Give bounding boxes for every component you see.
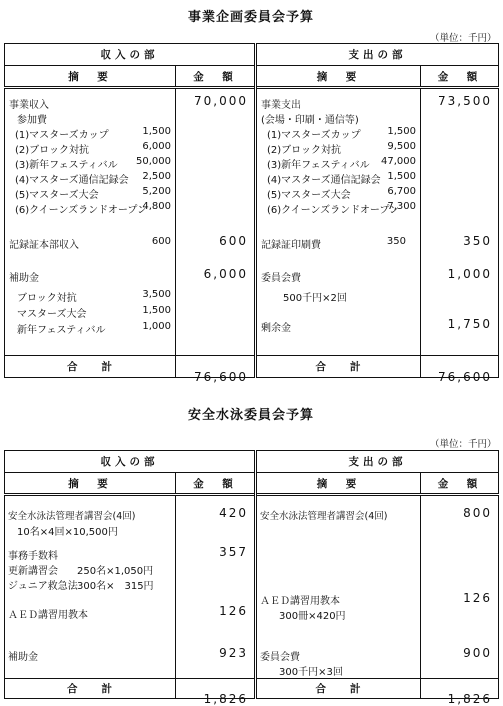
budget1-unit: （単位：千円） bbox=[430, 33, 497, 44]
expense-item-value: 9,500 bbox=[387, 141, 416, 152]
budget2-unit: （単位：千円） bbox=[430, 439, 497, 450]
income-hojo-item-label: 新年フェスティバル bbox=[17, 325, 106, 336]
income-kiroku-amount: 600 bbox=[219, 234, 248, 248]
income-hojo-amount: 6,000 bbox=[203, 267, 248, 281]
income-hojo-item-label: ブロック対抗 bbox=[17, 293, 77, 304]
income-hojo-item-value: 1,000 bbox=[142, 321, 171, 332]
income-kosyu-amount: 420 bbox=[219, 506, 248, 520]
income-junior-label: ジュニア救急法 bbox=[8, 581, 78, 592]
income-hojo-label: 補助金 bbox=[8, 652, 38, 663]
income-header: 収入の部 bbox=[5, 44, 256, 66]
income-aed-label: ＡＥＤ講習用教本 bbox=[8, 610, 88, 621]
expense-zan-amount: 1,750 bbox=[447, 317, 492, 331]
expense-aed-label: ＡＥＤ講習用教本 bbox=[260, 596, 340, 607]
col-summary-expense: 摘 要 bbox=[256, 473, 421, 495]
expense-total: 1,826 bbox=[447, 691, 492, 706]
income-item-value: 4,800 bbox=[142, 201, 171, 212]
expense-item-value: 1,500 bbox=[387, 126, 416, 137]
income-item-value: 50,000 bbox=[136, 156, 171, 167]
expense-item-label: (5)マスターズ大会 bbox=[267, 190, 351, 201]
expense-iin-amount: 1,000 bbox=[447, 267, 492, 281]
expense-item-label: (1)マスターズカップ bbox=[267, 130, 361, 141]
income-item-label: (5)マスターズ大会 bbox=[15, 190, 99, 201]
budget1-table bbox=[4, 43, 499, 384]
col-amount-income: 金 額 bbox=[176, 473, 256, 495]
income-item-label: (1)マスターズカップ bbox=[15, 130, 109, 141]
income-kosyu-label: 安全水泳法管理者講習会(4回) bbox=[8, 511, 136, 522]
income-kosyu-detail: 10名×4回×10,500円 bbox=[17, 527, 118, 538]
income-junior-detail: 300名× 315円 bbox=[77, 581, 154, 592]
expense-kosyu-label: 安全水泳法管理者講習会(4回) bbox=[260, 511, 388, 522]
income-hojo-amount: 923 bbox=[219, 646, 248, 660]
expense-kiroku-amount: 350 bbox=[463, 234, 492, 248]
expense-item-label: (4)マスターズ通信記録会 bbox=[267, 175, 381, 186]
income-hojo-item-value: 1,500 bbox=[142, 305, 171, 316]
income-total: 1,826 bbox=[203, 691, 248, 706]
col-amount-income: 金 額 bbox=[176, 66, 256, 88]
expense-kosyu-amount: 800 bbox=[463, 506, 492, 520]
expense-item-label: (2)ブロック対抗 bbox=[267, 145, 341, 156]
expense-kiroku-value: 350 bbox=[386, 236, 406, 247]
income-hojo-label: 補助金 bbox=[9, 273, 39, 284]
income-header: 収入の部 bbox=[5, 451, 256, 473]
expense-jigyo-amount: 73,500 bbox=[438, 94, 492, 108]
income-item-value: 1,500 bbox=[142, 126, 171, 137]
income-aed-amount: 126 bbox=[219, 604, 248, 618]
col-amount-expense: 金 額 bbox=[421, 66, 499, 88]
col-summary-income: 摘 要 bbox=[5, 473, 176, 495]
expense-iin-amount: 900 bbox=[463, 646, 492, 660]
expense-iin-label: 委員会費 bbox=[260, 652, 300, 663]
expense-zan-label: 剰余金 bbox=[261, 323, 291, 334]
col-summary-income: 摘 要 bbox=[5, 66, 176, 88]
expense-item-label: (6)クイーンズランドオープン bbox=[267, 205, 399, 216]
expense-aed-detail: 300冊×420円 bbox=[279, 611, 346, 622]
expense-header: 支出の部 bbox=[256, 451, 499, 473]
income-sanka-label: 参加費 bbox=[17, 115, 47, 126]
income-hojo-item-label: マスターズ大会 bbox=[17, 309, 87, 320]
income-tesu-amount: 357 bbox=[219, 545, 248, 559]
income-item-label: (3)新年フェスティバル bbox=[15, 160, 118, 171]
expense-header: 支出の部 bbox=[256, 44, 499, 66]
expense-jigyo-sub: (会場・印刷・通信等) bbox=[261, 115, 359, 126]
income-koshin-label: 更新講習会 bbox=[8, 566, 58, 577]
expense-jigyo-label: 事業支出 bbox=[261, 100, 301, 111]
budget2-title: 安全水泳委員会予算 bbox=[188, 408, 315, 423]
budget2-table bbox=[4, 450, 499, 706]
income-item-value: 2,500 bbox=[142, 171, 171, 182]
income-item-value: 5,200 bbox=[142, 186, 171, 197]
income-total-label: 合 計 bbox=[5, 679, 176, 699]
expense-item-value: 1,500 bbox=[387, 171, 416, 182]
budget1-title: 事業企画委員会予算 bbox=[188, 10, 315, 25]
expense-total-label: 合 計 bbox=[256, 679, 421, 699]
income-total-label: 合 計 bbox=[5, 356, 176, 378]
income-item-value: 6,000 bbox=[142, 141, 171, 152]
income-kiroku-label: 記録証本部収入 bbox=[9, 240, 79, 251]
income-koshin-detail: 250名×1,050円 bbox=[77, 566, 154, 577]
expense-iin-label: 委員会費 bbox=[261, 273, 301, 284]
expense-item-value: 6,700 bbox=[387, 186, 416, 197]
expense-item-label: (3)新年フェスティバル bbox=[267, 160, 370, 171]
col-amount-expense: 金 額 bbox=[421, 473, 499, 495]
expense-item-value: 7,300 bbox=[387, 201, 416, 212]
col-summary-expense: 摘 要 bbox=[256, 66, 421, 88]
income-item-label: (4)マスターズ通信記録会 bbox=[15, 175, 129, 186]
expense-kiroku-label: 記録証印刷費 bbox=[261, 240, 321, 251]
expense-item-value: 47,000 bbox=[381, 156, 416, 167]
income-jigyo-amount: 70,000 bbox=[194, 94, 248, 108]
expense-aed-amount: 126 bbox=[463, 591, 492, 605]
income-total: 76,600 bbox=[194, 369, 248, 384]
income-jigyo-label: 事業収入 bbox=[9, 100, 49, 111]
income-item-label: (6)クイーンズランドオープン bbox=[15, 205, 147, 216]
expense-iin-detail: 300千円×3回 bbox=[279, 667, 343, 678]
income-item-label: (2)ブロック対抗 bbox=[15, 145, 89, 156]
expense-iin-detail: 500千円×2回 bbox=[283, 293, 347, 304]
expense-total-label: 合 計 bbox=[256, 356, 421, 378]
income-tesu-label: 事務手数料 bbox=[8, 551, 58, 562]
income-kiroku-value: 600 bbox=[151, 236, 171, 247]
expense-total: 76,600 bbox=[438, 369, 492, 384]
income-hojo-item-value: 3,500 bbox=[142, 289, 171, 300]
